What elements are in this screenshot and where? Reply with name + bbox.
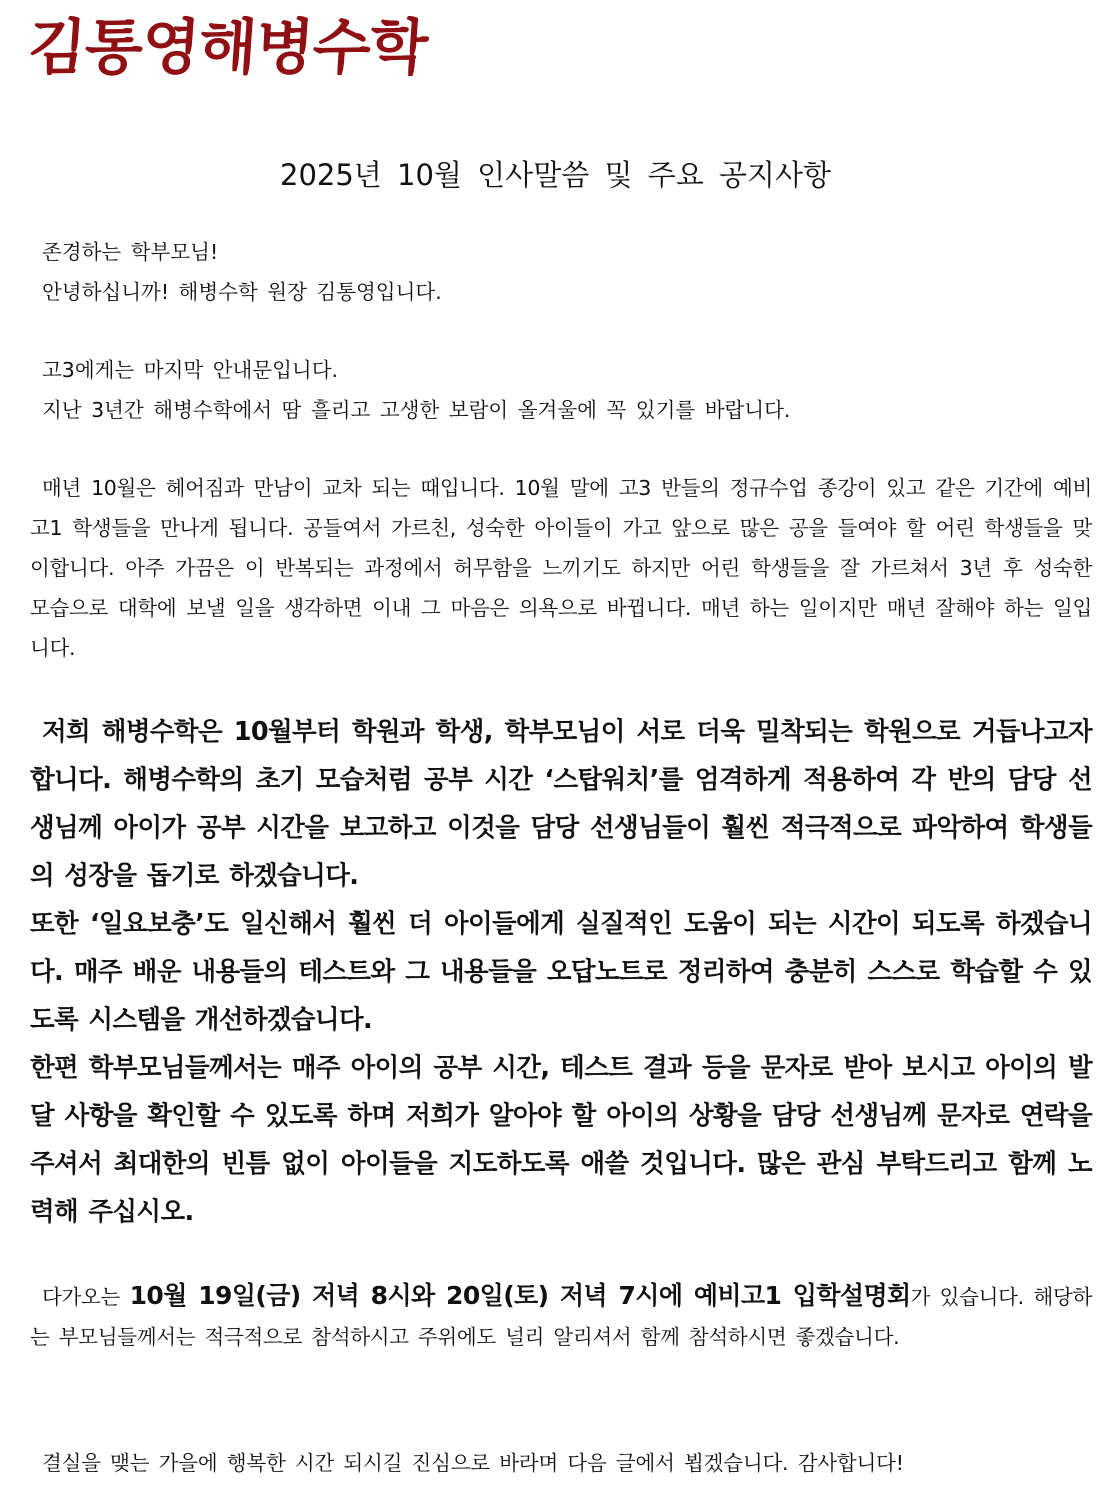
academy-logo: 김통영해병수학 (25, 13, 430, 83)
stopwatch-paragraph-text: 저희 해병수학은 10월부터 학원과 학생, 학부모님이 서로 더욱 밀착되는 학원으로 거듭나고자 합니다. 해병수학의 초기 모습처럼 공부 시간 ‘스탑워치’를 엄격하게 적용하여 각 반의 담당 선생님께 아이가 공부 시간을 보고하고 이것을 담당 선생님들이 훨씬 적극적으로 파악하여 학생들의 성장을 돕기로 하겠습니다. (30, 717, 1092, 891)
seminar-prefix: 다가오는 (42, 1285, 130, 1309)
closing-remark (30, 1443, 1092, 1483)
greeting-introduction: 안녕하십니까! 해병수학 원장 김통영입니다. (42, 280, 442, 304)
seminar-suffix: 가 있습니다. 해당하는 부모님들께서는 적극적으로 참석하시고 주위에도 널리 알리셔서 함께 참석하시면 좋겠습니다. (30, 1285, 1092, 1349)
greeting-block (30, 232, 1092, 312)
season-paragraph-text: 매년 10월은 헤어짐과 만남이 교차 되는 때입니다. 10월 말에 고3 반들의 정규수업 종강이 있고 같은 기간에 예비 고1 학생들을 만나게 됩니다. 공들여서 가르친, 성숙한 아이들이 가고 앞으로 많은 공을 들여야 할 어린 학생들을 맞이합니다. 아주 가끔은 이 반복되는 과정에서 허무함을 느끼기도 하지만 어린 학생들을 잘 가르쳐서 3년 후 성숙한 모습으로 대학에 보낼 일을 생각하면 이내 그 마음은 의욕으로 바뀝니다. 매년 하는 일이지만 매년 잘해야 하는 일입니다. (30, 476, 1092, 660)
notice-title: 2025년 10월 인사말씀 및 주요 공지사항 (280, 158, 831, 192)
seminar-date-highlight: 10월 19일(금) 저녁 8시와 20일(토) 저녁 7시에 예비고1 입학설명회 (129, 1281, 911, 1310)
greeting-salutation: 존경하는 학부모님! (42, 240, 219, 264)
senior-note-line-2: 지난 3년간 해병수학에서 땀 흘리고 고생한 보람이 올겨울에 꼭 있기를 바랍니다. (42, 398, 791, 422)
sunday-supplement-paragraph: 또한 ‘일요보충’도 일신해서 훨씬 더 아이들에게 실질적인 도움이 되는 시간이 되도록 하겠습니다. 매주 배운 내용들의 테스트와 그 내용들을 오답노트로 정리하여 충분히 스스로 학습할 수 있도록 시스템을 개선하겠습니다. (30, 909, 1092, 1035)
season-paragraph (30, 468, 1092, 668)
policy-announcements (30, 708, 1092, 1236)
parents-communication-paragraph: 한편 학부모님들께서는 매주 아이의 공부 시간, 테스트 결과 등을 문자로 받아 보시고 아이의 발달 사항을 확인할 수 있도록 하며 저희가 알아야 할 아이의 상황을 담당 선생님께 문자로 연락을 주셔서 최대한의 빈틈 없이 아이들을 지도하도록 애쓸 것입니다. 많은 관심 부탁드리고 함께 노력해 주십시오. (30, 1053, 1092, 1227)
closing-remark-text: 결실을 맺는 가을에 행복한 시간 되시길 진심으로 바라며 다음 글에서 뵙겠습니다. 감사합니다! (42, 1451, 904, 1475)
senior-note-line-1: 고3에게는 마지막 안내문입니다. (42, 358, 339, 382)
stopwatch-paragraph (30, 708, 1092, 900)
senior-students-note (30, 350, 1092, 430)
seminar-paragraph (30, 1276, 1092, 1357)
